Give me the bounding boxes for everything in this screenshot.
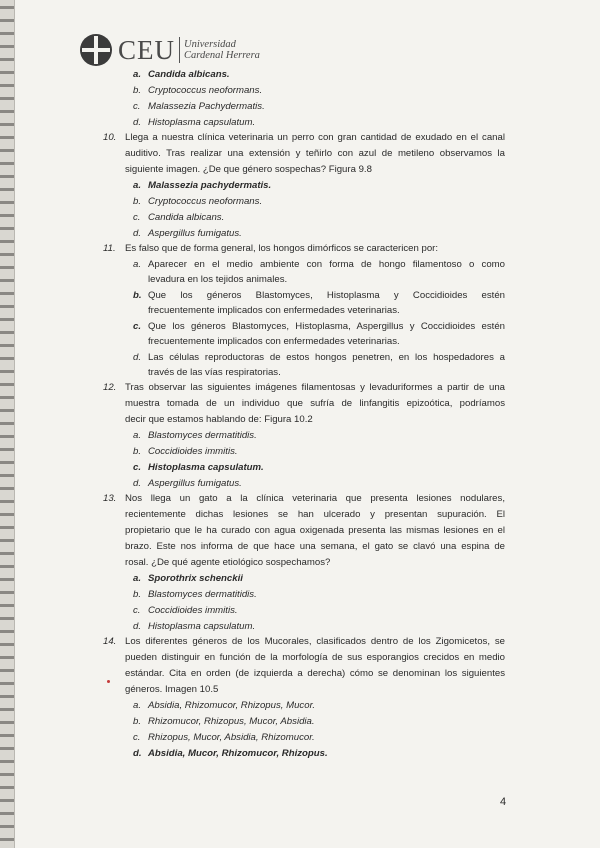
q14-stem-line-4: géneros. Imagen 10.5 (125, 684, 219, 695)
q11-number: 11. (103, 243, 116, 254)
q13-stem-line-5: rosal. ¿De qué agente etiológico sospechamos? (125, 557, 331, 568)
q14-stem-line-2: pueden distinguir en función de la morfología de sus esporangios crecidos en medio (125, 652, 505, 663)
q14-stem-line-3: estándar. Cita en orden (de izquierda a derecha) cómo se denominan los siguientes (125, 668, 505, 679)
q10-number: 10. (103, 132, 117, 143)
logo-ceu-text: CEU (118, 34, 175, 65)
logo-divider (179, 37, 180, 63)
university-emblem-icon (80, 34, 112, 66)
q11-stem: Es falso que de forma general, los hongos dimórficos se caractericen por: (125, 243, 439, 254)
q10-stem-line-3: siguiente imagen. ¿De que género sospechas? Figura 9.8 (125, 164, 372, 175)
q13-stem-line-3: propietario que le ha curado con agua oxigenada presenta las mismas lesiones en el (125, 525, 505, 536)
q10-stem-line-2: auditivo. Tras realizar una extensión y teñirlo con azul de metileno observamos la (125, 148, 505, 159)
ink-dot (107, 680, 110, 683)
q12-stem-line-1: Tras observar las siguientes imágenes filamentosas y levaduriformes a partir de una (125, 382, 505, 393)
q11-option-d-line-2: través de las vías respiratorias. (148, 367, 281, 378)
q13-stem-line-2: recientemente dichas lesiones se han ulcerado y presentan supuración. El (125, 509, 505, 520)
q14-number: 14. (103, 636, 117, 647)
spiral-binding (0, 0, 15, 848)
q12-number: 12. (103, 382, 117, 393)
q11-option-b-line-2: frecuentemente implicados con enfermedades veterinarias. (148, 305, 400, 316)
q13-stem-line-4: brazo. Este nos informa de que hace una semana, el gato se clavó una espina de (125, 541, 505, 552)
page-number: 4 (500, 796, 507, 808)
q14-stem-line-1: Los diferentes géneros de los Mucorales, clasificados dentro de los Zigomicetos, se (125, 636, 505, 647)
q11-option-c-line-1: Que los géneros Blastomyces, Histoplasma, Aspergillus y Coccidioides estén (148, 321, 505, 332)
university-logo (80, 34, 260, 66)
q13-stem-line-1: Nos llega un gato a la clínica veterinaria que presenta lesiones nodulares, (125, 493, 505, 504)
q11-option-b-line-1: Que los géneros Blastomyces, Histoplasma y Coccidioides estén (148, 290, 505, 301)
q11-option-a-line-1: Aparecer en el medio ambiente con forma de hongo filamentoso o como (148, 259, 505, 270)
q12-stem-line-3: decir que estamos hablando de: Figura 10.2 (125, 414, 313, 425)
logo-university-line1: Universidad (184, 39, 236, 50)
q13-number: 13. (103, 493, 117, 504)
q11-option-a-line-2: levadura en los tejidos animales. (148, 274, 288, 285)
logo-university-line2: Cardenal Herrera (184, 50, 260, 61)
q11-option-d-line-1: Las células reproductoras de estos hongos penetren, en los hospedadores a (148, 352, 505, 363)
q12-stem-line-2: muestra tomada de un individuo que sufría de linfangitis epizoótica, podríamos (125, 398, 505, 409)
q11-option-c-line-2: frecuentemente implicados con enfermedades veterinarias. (148, 336, 400, 347)
q10-stem-line-1: Llega a nuestra clínica veterinaria un perro con gran cantidad de exudado en el canal (125, 132, 505, 143)
